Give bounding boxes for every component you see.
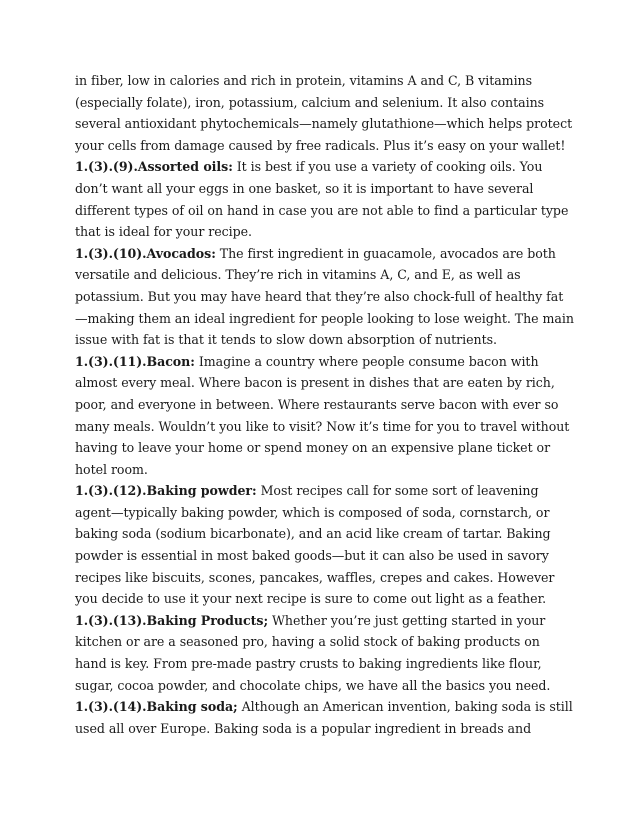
document-page (75, 70, 575, 739)
paragraph-bacon (75, 351, 575, 481)
paragraph-baking-powder (75, 480, 575, 610)
paragraph-text: Whether you’re just getting started in your kitchen or are a seasoned pro, having a solid stock of baking products on hand is key. From pre-made pastry crusts to baking ingredients like flour, sugar, cocoa powder, and chocolate chips, we have all the basics you need. (75, 612, 551, 693)
paragraph-text: Although an American invention, baking soda is still used all over Europe. Baking soda is a popular ingredient in breads and (75, 699, 573, 736)
term-heading: 1.(3).(13).Baking Products; (75, 612, 269, 628)
paragraph-avocados (75, 243, 575, 351)
paragraph-intro (75, 70, 575, 156)
term-heading: 1.(3).(11).Bacon: (75, 353, 195, 369)
paragraph-text: It is best if you use a variety of cooking oils. You don’t want all your eggs in one basket, so it is important to have several different types of oil on hand in case you are not able to find a particular type that is ideal for your recipe. (75, 159, 569, 240)
paragraph-text: The first ingredient in guacamole, avocados are both versatile and delicious. They’re rich in vitamins A, C, and E, as well as potassium. But you may have heard that they’re also chock-full of healthy fat—making them an ideal ingredient for people looking to lose weight. The main issue with fat is that it tends to slow down absorption of nutrients. (75, 245, 574, 348)
paragraph-assorted-oils (75, 156, 575, 242)
paragraph-baking-soda (75, 696, 575, 739)
paragraph-baking-products (75, 610, 575, 696)
term-heading: 1.(3).(10).Avocados: (75, 245, 216, 261)
term-heading: 1.(3).(9).Assorted oils: (75, 159, 233, 175)
paragraph-text: Most recipes call for some sort of leavening agent—typically baking powder, which is composed of soda, cornstarch, or baking soda (sodium bicarbonate), and an acid like cream of tartar. Baking powder is essential in most baked goods—but it can also be used in savory recipes like biscuits, scones, pancakes, waffles, crepes and cakes. However you decide to use it your next recipe is sure to come out light as a feather. (75, 483, 555, 607)
term-heading: 1.(3).(12).Baking powder: (75, 483, 257, 499)
paragraph-text: Imagine a country where people consume bacon with almost every meal. Where bacon is present in dishes that are eaten by rich, poor, and everyone in between. Where restaurants serve bacon with ever so many meals. Wouldn’t you like to visit? Now it’s time for you to travel without having to leave your home or spend money on an expensive plane ticket or hotel room. (75, 353, 570, 477)
paragraph-text: in fiber, low in calories and rich in protein, vitamins A and C, B vitamins (especially folate), iron, potassium, calcium and selenium. It also contains several antioxidant phytochemicals—namely glutathione—which helps protect your cells from damage caused by free radicals. Plus it’s easy on your wallet! (75, 73, 573, 153)
term-heading: 1.(3).(14).Baking soda; (75, 699, 238, 715)
